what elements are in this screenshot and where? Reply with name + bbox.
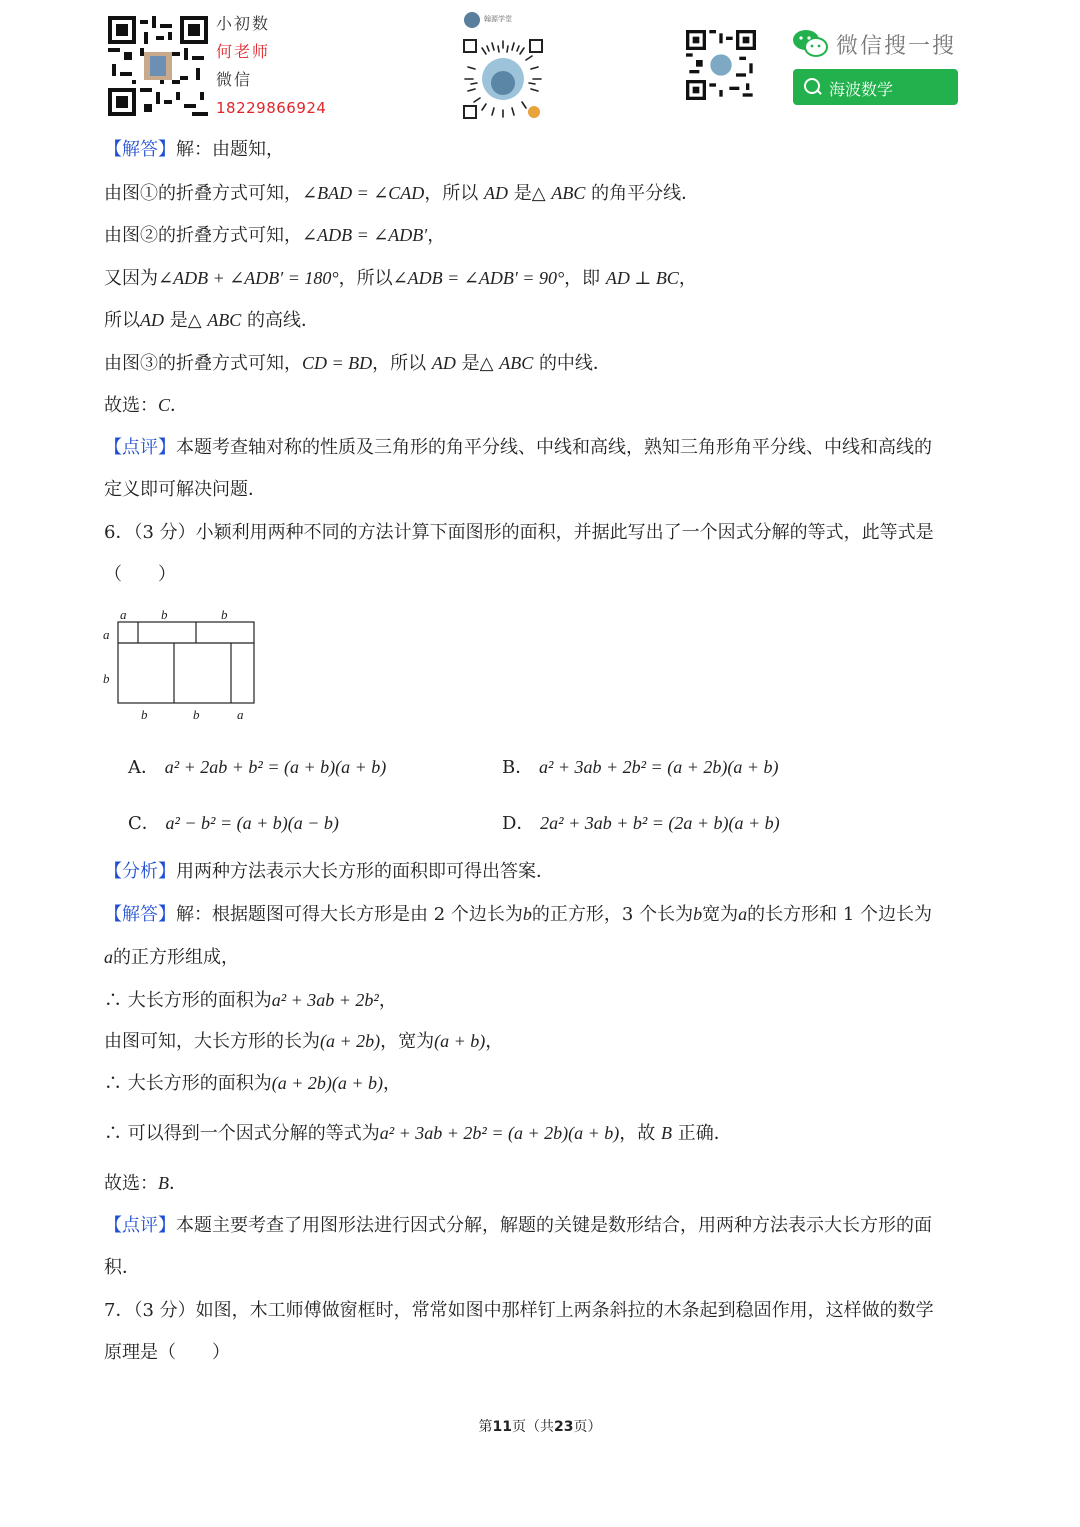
text: ，宽为 [380, 1031, 435, 1052]
text: ，所以 [338, 268, 393, 289]
page-total: 23 [554, 1419, 574, 1435]
math: ABC [207, 310, 242, 330]
text: 用两种方法表示大长方形的面积即可得出答案． [176, 861, 554, 882]
qr-code-left [108, 16, 208, 116]
text: 的长方形和 1 个边长为 [747, 904, 932, 925]
text: 7．（3 分）如图，木工师傅做窗框时，常常如图中那样钉上两条斜拉的木条起到稳固作用，这样做的数学 [104, 1300, 934, 1321]
math: a² + 3ab + 2b² [271, 990, 379, 1010]
hw-line-2: 何老师 [216, 42, 271, 61]
label-top-a: a [120, 607, 127, 622]
text: 解：由题知， [176, 139, 284, 160]
math: a [104, 947, 113, 967]
hw-phone: 18229866924 [216, 99, 327, 117]
q7-stem-line-1 [104, 1299, 934, 1323]
mini-program-code [462, 38, 544, 120]
q5-solution-line-6 [104, 393, 188, 418]
footer-text: 页） [573, 1419, 602, 1435]
q6-option-d[interactable] [502, 811, 780, 836]
label-top-b2: b [221, 607, 228, 622]
math: ∠ADB = ∠ADB′ [302, 225, 428, 245]
text: （ ） [104, 564, 176, 585]
text: 由图③的折叠方式可知， [104, 353, 302, 374]
q6-solution-line-7 [104, 1171, 187, 1196]
text: ∴ 可以得到一个因式分解的等式为 [104, 1123, 380, 1144]
text: 本题主要考查了用图形法进行因式分解，解题的关键是数形结合，用两种方法表示大长方形的面 [176, 1215, 932, 1236]
wechat-search-title: 微信搜一搜 [836, 34, 957, 59]
math: (a + b) [434, 1031, 486, 1051]
math: a² + 3ab + 2b² = (a + 2b)(a + b) [379, 1123, 620, 1143]
footer-text: 第 [478, 1419, 493, 1435]
text: 原理是（ ） [104, 1342, 230, 1363]
text: 的角平分线． [591, 183, 700, 204]
q6-option-a[interactable] [128, 755, 386, 780]
mini-program-avatar [464, 12, 480, 28]
text: ，即 [564, 268, 601, 289]
text: ， [678, 268, 697, 289]
option-label: C． [128, 813, 160, 834]
text: 的中线． [538, 353, 611, 374]
label-bottom-a: a [237, 707, 244, 722]
q6-figure [100, 604, 260, 724]
answer-tag: 【解答】 [104, 139, 176, 160]
math: b [522, 904, 532, 924]
math: ∠BAD = ∠CAD [302, 183, 425, 203]
text: 故选： [104, 1173, 158, 1194]
q5-solution-line-4 [104, 308, 319, 333]
q6-solution-line-2 [104, 945, 239, 970]
text: ． [169, 1173, 187, 1194]
analysis-tag: 【分析】 [104, 861, 176, 882]
text: 是△ [169, 310, 202, 331]
math: AD [431, 353, 456, 373]
text: 是△ [461, 353, 494, 374]
comment-tag: 【点评】 [104, 1215, 176, 1236]
text: 定义即可解决问题． [104, 479, 266, 500]
text: ，所以 [372, 353, 427, 374]
text: ， [427, 225, 446, 246]
text: ， [485, 1031, 504, 1052]
q6-option-b[interactable] [502, 755, 778, 780]
wechat-search-button-label: 海波数学 [829, 80, 894, 99]
text: 正确． [677, 1123, 732, 1144]
text: 解：根据题图可得大长方形是由 2 个边长为 [176, 904, 523, 925]
text: 6．（3 分）小颖利用两种不同的方法计算下面图形的面积，并据此写出了一个因式分解的等式，此等式是 [104, 522, 934, 543]
label-bottom-b2: b [193, 707, 200, 722]
mini-program-label: 翰源学堂 [484, 15, 512, 23]
footer-text: 页（共 [512, 1419, 554, 1435]
math: B [158, 1173, 169, 1193]
text: 由图①的折叠方式可知， [104, 183, 302, 204]
q6-solution-line-4 [104, 1029, 503, 1054]
q5-solution-line-0 [104, 138, 284, 162]
q5-solution-line-3 [104, 266, 697, 291]
q5-comment-line-1 [104, 436, 932, 460]
q5-solution-line-5 [104, 351, 611, 376]
text: 由图可知，大长方形的长为 [104, 1031, 320, 1052]
text: 由图②的折叠方式可知， [104, 225, 302, 246]
q5-solution-line-1 [104, 181, 699, 206]
page-number: 11 [492, 1419, 512, 1435]
math: AD [484, 183, 509, 203]
math: b [693, 904, 703, 924]
text: ， [378, 990, 397, 1011]
q6-option-c[interactable] [128, 811, 339, 836]
q6-solution-line-5 [104, 1071, 401, 1096]
hw-line-3: 微信 [216, 70, 253, 89]
label-bottom-b1: b [141, 707, 148, 722]
label-top-b1: b [161, 607, 168, 622]
option-label: D． [502, 813, 535, 834]
text: 是△ [513, 183, 546, 204]
q6-solution-line-3 [104, 988, 397, 1013]
text: 故选： [104, 395, 158, 416]
math: ∠ADB + ∠ADB′ = 180° [158, 268, 339, 288]
text: ∴ 大长方形的面积为 [104, 1073, 272, 1094]
text: ∴ 大长方形的面积为 [104, 990, 272, 1011]
text: 的正方形组成， [113, 947, 239, 968]
math: AD ⊥ BC [605, 268, 679, 288]
math: C [158, 395, 171, 415]
q6-analysis [104, 860, 554, 884]
text: 本题考查轴对称的性质及三角形的角平分线、中线和高线，熟知三角形角平分线、中线和高线的 [176, 437, 932, 458]
option-label: A． [128, 757, 159, 778]
text: ，故 [619, 1123, 656, 1144]
option-text: a² − b² = (a + b)(a − b) [165, 813, 339, 833]
math: ABC [551, 183, 586, 203]
q6-solution-line-6 [104, 1121, 732, 1146]
wechat-icon [792, 28, 828, 58]
math: AD [140, 310, 164, 330]
q5-solution-line-2 [104, 223, 445, 248]
label-left-a: a [103, 627, 110, 642]
math: CD = BD [302, 353, 373, 373]
hw-line-1: 小初数 [216, 14, 271, 33]
text: 宽为 [702, 904, 739, 925]
handwritten-contact [216, 10, 326, 122]
q5-comment-line-2 [104, 478, 266, 502]
text: 的高线． [247, 310, 320, 331]
math: (a + 2b)(a + b) [271, 1073, 384, 1093]
text: 的正方形，3 个长为 [531, 904, 694, 925]
math: a [738, 904, 748, 924]
option-text: a² + 3ab + 2b² = (a + 2b)(a + b) [538, 757, 779, 777]
math: (a + 2b) [320, 1031, 381, 1051]
comment-tag: 【点评】 [104, 437, 176, 458]
qr-code-right [686, 30, 756, 100]
text: ． [170, 395, 189, 416]
option-label: B． [502, 757, 534, 778]
math: ∠ADB = ∠ADB′ = 90° [392, 268, 565, 288]
text: 所以 [104, 310, 140, 331]
label-left-b: b [103, 671, 110, 686]
wechat-search-button[interactable] [793, 69, 958, 105]
q6-comment-line-1 [104, 1214, 932, 1238]
answer-tag: 【解答】 [104, 904, 176, 925]
text: ， [383, 1073, 402, 1094]
q6-stem-line-1 [104, 521, 934, 545]
text: 又因为 [104, 268, 158, 289]
option-text: 2a² + 3ab + b² = (2a + b)(a + b) [540, 813, 780, 833]
option-text: a² + 2ab + b² = (a + b)(a + b) [164, 757, 387, 777]
q6-solution-line-1 [104, 902, 932, 927]
math: B [660, 1123, 672, 1143]
math: ABC [499, 353, 534, 373]
q7-stem-line-2 [104, 1341, 230, 1365]
q6-stem-line-2 [104, 563, 176, 587]
q6-comment-line-2 [104, 1256, 140, 1280]
text: ，所以 [424, 183, 479, 204]
text: 积． [104, 1257, 140, 1278]
page-footer [0, 1416, 1080, 1436]
